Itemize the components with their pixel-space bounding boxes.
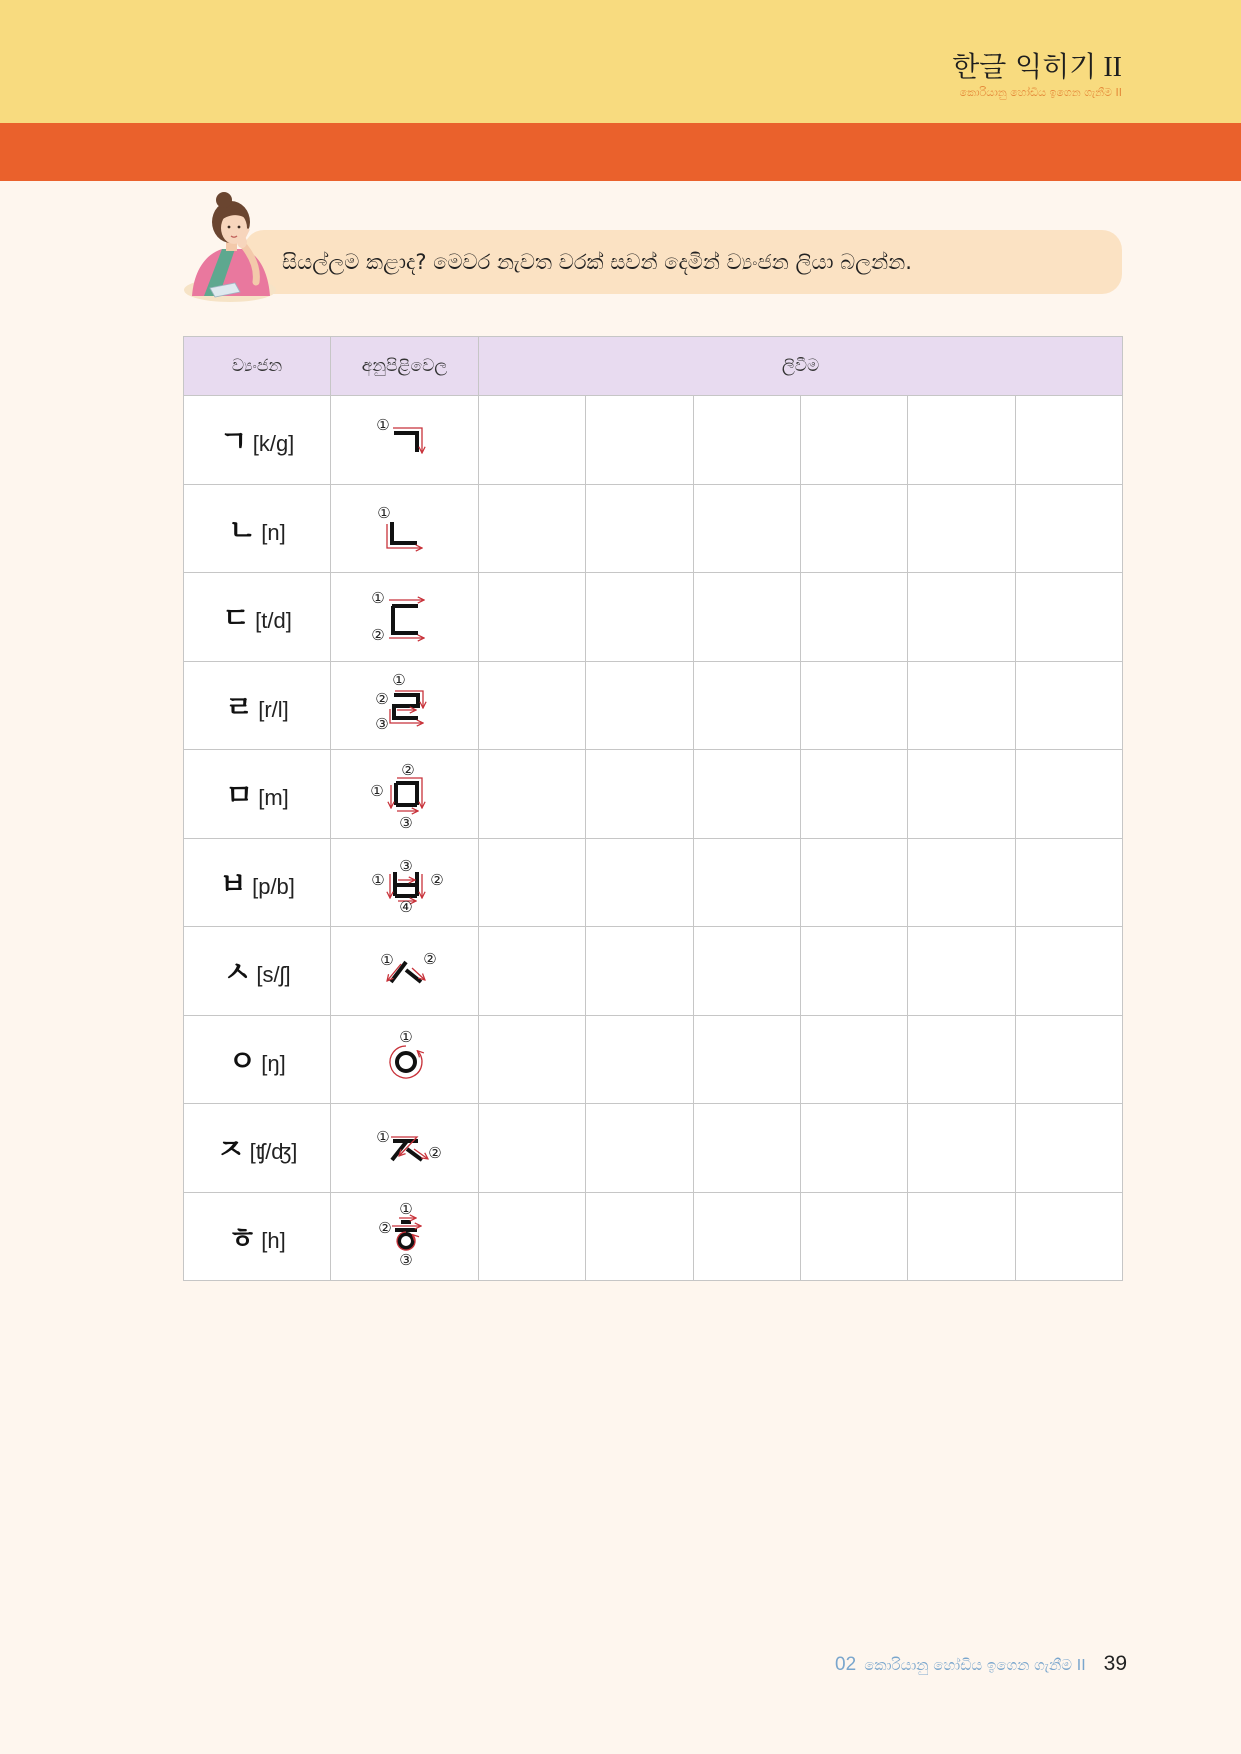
letter-stroke [394, 695, 418, 718]
siot-stroke-order-icon [331, 927, 479, 1015]
writing-practice-cell [479, 1192, 586, 1281]
consonant-practice-table [183, 336, 1123, 1281]
writing-practice-cell [586, 927, 693, 1016]
digeut-stroke-order-icon [331, 573, 479, 661]
footer-chapter-title: කොරියානු හෝඩිය ඉගෙන ගැනීම II [864, 1656, 1086, 1674]
stroke-number-label: ① [370, 782, 384, 800]
giyeok-stroke-order-icon [331, 396, 479, 484]
consonant-sound: [t/d] [255, 608, 292, 634]
writing-practice-cell [479, 838, 586, 927]
stroke-number-label: ② [378, 1218, 392, 1237]
page-title [602, 50, 1122, 85]
stroke-number-label: ① [376, 416, 390, 434]
writing-practice-cell [479, 396, 586, 485]
consonant-cell [184, 838, 331, 927]
consonant-row [184, 1104, 1123, 1193]
writing-practice-cell [908, 484, 1015, 573]
writing-practice-cell [800, 1015, 907, 1104]
page-header [602, 50, 1122, 100]
page-number: 39 [1103, 1652, 1127, 1675]
writing-practice-cell [693, 396, 800, 485]
writing-practice-cell [800, 927, 907, 1016]
stroke-number-label: ② [430, 870, 444, 889]
writing-practice-cell [800, 484, 907, 573]
writing-practice-cell [693, 573, 800, 662]
writing-practice-cell [908, 661, 1015, 750]
header-consonant: ව්‍යංජන [184, 337, 331, 396]
consonant-letter: ㅈ [216, 1132, 245, 1167]
consonant-cell [184, 1015, 331, 1104]
writing-practice-cell [908, 838, 1015, 927]
consonant-letter: ㄹ [225, 689, 254, 724]
writing-practice-cell [693, 1104, 800, 1193]
writing-practice-cell [1015, 573, 1122, 662]
consonant-sound: [ŋ] [261, 1050, 286, 1076]
stroke-number-label: ① [371, 589, 385, 607]
writing-practice-cell [586, 750, 693, 839]
header-writing: ලිවීම [479, 337, 1123, 396]
consonant-row [184, 838, 1123, 927]
writing-practice-cell [908, 750, 1015, 839]
writing-practice-cell [479, 1104, 586, 1193]
consonant-cell [184, 1192, 331, 1281]
writing-practice-cell [1015, 1192, 1122, 1281]
writing-practice-cell [586, 1192, 693, 1281]
stroke-order-cell [331, 838, 479, 927]
writing-practice-cell [1015, 1104, 1122, 1193]
instruction-text: සියල්ලම කළාද? මෙවර නැවත වරක් සවන් දෙමින් ව්‍යංජන ලියා බලන්න. [282, 250, 912, 274]
writing-practice-cell [586, 484, 693, 573]
writing-practice-cell [586, 573, 693, 662]
writing-practice-cell [693, 927, 800, 1016]
writing-practice-cell [1015, 396, 1122, 485]
consonant-letter: ㅅ [223, 955, 252, 990]
stroke-order-cell [331, 396, 479, 485]
writing-practice-cell [586, 1015, 693, 1104]
consonant-cell [184, 484, 331, 573]
writing-practice-cell [1015, 750, 1122, 839]
consonant-sound: [k/g] [252, 431, 295, 457]
writing-practice-cell [1015, 484, 1122, 573]
consonant-letter: ㅂ [219, 866, 248, 901]
consonant-row [184, 750, 1123, 839]
stroke-order-cell [331, 661, 479, 750]
writing-practice-cell [800, 1104, 907, 1193]
writing-practice-cell [1015, 1015, 1122, 1104]
writing-practice-cell [586, 1104, 693, 1193]
stroke-number-label: ② [375, 689, 389, 708]
writing-practice-cell [586, 838, 693, 927]
consonant-letter: ㅁ [225, 778, 254, 813]
writing-practice-cell [479, 661, 586, 750]
footer-chapter-number: 02 [835, 1654, 857, 1675]
writing-practice-cell [693, 838, 800, 927]
title-korean: 한글 익히기 [952, 50, 1097, 83]
writing-practice-cell [800, 750, 907, 839]
letter-stroke [396, 783, 417, 805]
letter-stroke [392, 522, 417, 543]
consonant-letter: ㅇ [228, 1043, 257, 1078]
stroke-number-label: ① [371, 870, 385, 889]
stroke-order-cell [331, 750, 479, 839]
consonant-cell [184, 396, 331, 485]
consonant-row [184, 573, 1123, 662]
stroke-order-cell [331, 573, 479, 662]
consonant-cell [184, 927, 331, 1016]
jieut-stroke-order-icon [331, 1104, 479, 1192]
stroke-order-cell [331, 927, 479, 1016]
consonant-cell [184, 1104, 331, 1193]
writing-practice-cell [800, 573, 907, 662]
stroke-number-label: ④ [399, 897, 413, 916]
writing-practice-cell [908, 927, 1015, 1016]
consonant-letter: ㅎ [228, 1220, 257, 1255]
writing-practice-cell [908, 1104, 1015, 1193]
stroke-number-label: ② [428, 1144, 442, 1162]
table-header-row [184, 337, 1123, 396]
writing-practice-cell [800, 661, 907, 750]
stroke-number-label: ③ [399, 856, 413, 875]
writing-practice-cell [800, 838, 907, 927]
stroke-number-label: ① [376, 1128, 390, 1146]
consonant-sound: [m] [258, 785, 289, 811]
writing-practice-cell [908, 1192, 1015, 1281]
consonant-sound: [h] [261, 1227, 286, 1253]
stroke-number-label: ② [423, 950, 437, 968]
writing-practice-cell [693, 484, 800, 573]
teacher-illustration [178, 186, 296, 306]
page-footer [835, 1650, 1127, 1679]
consonant-row [184, 1015, 1123, 1104]
letter-stroke [399, 1234, 413, 1248]
writing-practice-cell [1015, 838, 1122, 927]
consonant-letter: ㄴ [228, 512, 257, 547]
title-numeral: II [1103, 52, 1122, 83]
consonant-row [184, 1192, 1123, 1281]
consonant-cell [184, 661, 331, 750]
writing-practice-cell [586, 661, 693, 750]
writing-practice-cell [693, 750, 800, 839]
writing-practice-cell [800, 396, 907, 485]
consonant-letter: ㄱ [219, 424, 248, 459]
stroke-order-cell [331, 484, 479, 573]
writing-practice-cell [800, 1192, 907, 1281]
writing-practice-cell [908, 396, 1015, 485]
letter-stroke [394, 433, 417, 452]
stroke-number-label: ① [377, 503, 391, 522]
instruction-bubble [244, 230, 1122, 294]
consonant-sound: [n] [261, 519, 286, 545]
letter-stroke [407, 1149, 422, 1160]
writing-practice-cell [693, 1015, 800, 1104]
consonant-rows [184, 396, 1123, 1281]
stroke-number-label: ② [401, 761, 415, 779]
consonant-sound: [p/b] [252, 873, 295, 899]
stroke-number-label: ③ [375, 714, 389, 733]
letter-stroke [393, 606, 418, 633]
stroke-number-label: ③ [399, 814, 413, 832]
consonant-sound: [s/ʃ] [256, 962, 291, 988]
stroke-order-cell [331, 1104, 479, 1193]
writing-practice-cell [479, 484, 586, 573]
nieun-stroke-order-icon [331, 485, 479, 573]
consonant-row [184, 484, 1123, 573]
stroke-order-cell [331, 1015, 479, 1104]
consonant-sound: [r/l] [258, 696, 289, 722]
accent-band [0, 123, 1241, 181]
consonant-row [184, 927, 1123, 1016]
writing-practice-cell [479, 1015, 586, 1104]
stroke-number-label: ① [399, 1199, 413, 1218]
consonant-letter: ㄷ [222, 601, 251, 636]
stroke-number-label: ① [399, 1027, 413, 1046]
consonant-cell [184, 750, 331, 839]
writing-practice-cell [479, 573, 586, 662]
consonant-sound: [ʧ/ʤ] [249, 1139, 298, 1165]
consonant-row [184, 396, 1123, 485]
writing-practice-cell [1015, 927, 1122, 1016]
page-subtitle: කොරියානු හෝඩිය ඉගෙන ගැනීම II [959, 86, 1122, 99]
writing-practice-cell [693, 661, 800, 750]
stroke-number-label: ① [392, 670, 406, 689]
writing-practice-cell [908, 1015, 1015, 1104]
writing-practice-cell [693, 1192, 800, 1281]
consonant-row [184, 661, 1123, 750]
writing-practice-cell [586, 396, 693, 485]
stroke-number-label: ① [380, 951, 394, 969]
writing-practice-cell [479, 750, 586, 839]
letter-stroke [397, 1053, 415, 1071]
writing-practice-cell [1015, 661, 1122, 750]
letter-stroke [406, 970, 421, 982]
consonant-cell [184, 573, 331, 662]
stroke-number-label: ③ [399, 1250, 413, 1269]
writing-practice-cell [908, 573, 1015, 662]
stroke-order-cell [331, 1192, 479, 1281]
stroke-number-label: ② [371, 626, 385, 644]
header-stroke-order: අනුපිළිවෙල [331, 337, 479, 396]
stroke-direction-arrow [390, 1046, 422, 1078]
writing-practice-cell [479, 927, 586, 1016]
